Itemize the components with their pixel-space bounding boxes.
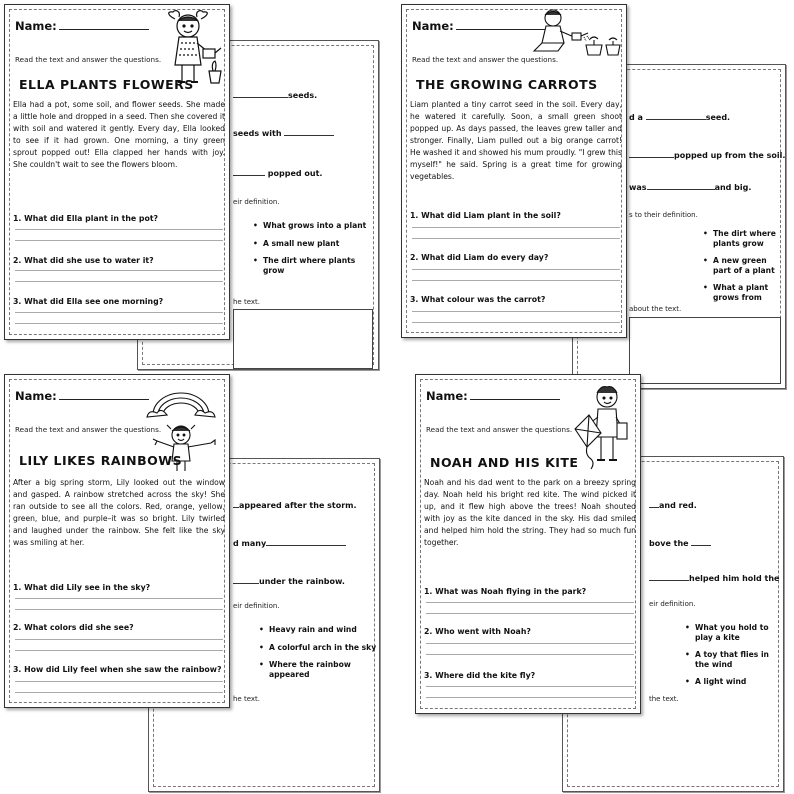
story-title: NOAH AND HIS KITE [430, 455, 579, 470]
boy-planting-icon [528, 7, 624, 59]
answer-line[interactable] [426, 643, 634, 644]
question-3: 3. What did Ella see one morning? [13, 297, 164, 306]
fill-blank-3: helped him hold the [649, 572, 779, 583]
instruction-text: Read the text and answer the questions. [15, 55, 162, 64]
definition-list [703, 229, 785, 310]
definition-item: • What grows into a plant [253, 221, 373, 231]
story-text: After a big spring storm, Lily looked out the window and gasped. A rainbow stretched across the sky! She ran outside to see all the colors. Red, orange, yellow, green, blue, and purple–it was so bright. Lily twirled and laughed under the rainbow. She felt like the sky was smiling at her. [13, 478, 225, 547]
definition-item: • A toy that flies in the wind [685, 650, 779, 669]
fill-blank-2: seeds with [233, 127, 334, 138]
definition-list [685, 623, 779, 695]
answer-line[interactable] [426, 613, 634, 614]
front-page-ella [4, 4, 230, 340]
question-1: 1. What did Liam plant in the soil? [410, 211, 561, 220]
answer-line[interactable] [412, 238, 620, 239]
answer-line[interactable] [412, 322, 620, 323]
instruction-text: Read the text and answer the questions. [426, 425, 573, 434]
worksheet-set-noah [397, 370, 794, 767]
fill-blank-3: under the rainbow. [233, 575, 345, 586]
answer-line[interactable] [426, 686, 634, 687]
story-text: Noah and his dad went to the park on a breezy spring day. Noah held his bright red kite. The wind picked it up, and it flew high above the trees! Noah shouted with joy as the kite danced in the sky. His dad smiled and helped him hold the string. They had so much fun together. [424, 478, 636, 547]
answer-line[interactable] [15, 598, 223, 599]
answer-line[interactable] [15, 639, 223, 640]
worksheet-set-ella [0, 0, 397, 397]
fill-blank-2: bove the [649, 537, 711, 548]
answer-line[interactable] [15, 240, 223, 241]
fill-blank-1: and red. [649, 499, 697, 510]
answer-line[interactable] [412, 269, 620, 270]
answer-line[interactable] [15, 692, 223, 693]
front-page-lily [4, 374, 230, 708]
write-instruction: about the text. [629, 305, 682, 313]
question-3: 3. What colour was the carrot? [410, 295, 546, 304]
question-2: 2. What did Liam do every day? [410, 253, 549, 262]
name-field[interactable]: Name: [412, 19, 546, 33]
question-1: 1. What was Noah flying in the park? [424, 587, 587, 596]
definition-item: • The dirt where plants grow [253, 256, 373, 275]
answer-line[interactable] [15, 323, 223, 324]
definition-item: • Heavy rain and wind [259, 625, 381, 635]
definition-item: • A small new plant [253, 239, 373, 249]
definition-item: • A light wind [685, 677, 779, 687]
write-instruction: he text. [233, 695, 261, 703]
fill-blank-1: appeared after the storm. [233, 499, 357, 510]
question-1: 1. What did Lily see in the sky? [13, 583, 151, 592]
story-text: Liam planted a tiny carrot seed in the soil. Every day, he watered it carefully. Soon, a small green shoot popped up. As days passed, the leaves grew taller and stronger. Finally, Liam pulled out a big orange carrot! He washed it and showed his mum proudly. "I grew this myself!" he said. Spring is a great time for growing vegetables. [410, 100, 622, 181]
definition-list [253, 221, 373, 283]
story-text: Ella had a pot, some soil, and flower seeds. She made a little hole and dropped in a seed. Then she covered it with soil and watered it gently. Every day, Ella looked to see if it had grown. One morning, a tiny green sprout popped out! Ella clapped her hands with joy. She couldn't wait to see the flowers bloom. [13, 100, 225, 169]
answer-line[interactable] [412, 227, 620, 228]
fill-blank-1: seeds. [233, 89, 317, 100]
fill-blank-2: d many [233, 537, 346, 548]
match-instruction: eir definition. [233, 198, 280, 206]
answer-line[interactable] [412, 280, 620, 281]
match-instruction: s to their definition. [629, 211, 698, 219]
instruction-text: Read the text and answer the questions. [15, 425, 162, 434]
definition-item: • Where the rainbow appeared [259, 660, 381, 679]
question-2: 2. What did she use to water it? [13, 256, 154, 265]
worksheet-set-lily [0, 370, 397, 767]
write-instruction: the text. [649, 695, 679, 703]
name-field[interactable]: Name: [15, 19, 149, 33]
question-2: 2. Who went with Noah? [424, 627, 531, 636]
question-3: 3. Where did the kite fly? [424, 671, 536, 680]
answer-line[interactable] [15, 229, 223, 230]
definition-list [259, 625, 381, 687]
name-field[interactable]: Name: [15, 389, 149, 403]
definition-item: • The dirt where plants grow [703, 229, 785, 248]
definition-item: • What a plant grows from [703, 283, 785, 302]
front-page-liam [401, 4, 627, 338]
story-title: ELLA PLANTS FLOWERS [19, 77, 194, 92]
answer-line[interactable] [426, 602, 634, 603]
match-instruction: eir definition. [233, 602, 280, 610]
answer-line[interactable] [15, 609, 223, 610]
instruction-text: Read the text and answer the questions. [412, 55, 559, 64]
worksheet-set-liam [397, 0, 794, 397]
story-title: LILY LIKES RAINBOWS [19, 453, 183, 468]
answer-line[interactable] [426, 654, 634, 655]
name-field[interactable]: Name: [426, 389, 560, 403]
answer-line[interactable] [15, 312, 223, 313]
boy-kite-icon [571, 383, 641, 475]
definition-item: • What you hold to play a kite [685, 623, 779, 642]
front-page-noah [415, 374, 641, 714]
write-instruction: he text. [233, 298, 261, 306]
fill-blank-2: popped up from the soil. [629, 149, 785, 160]
answer-line[interactable] [15, 681, 223, 682]
question-1: 1. What did Ella plant in the pot? [13, 214, 159, 223]
definition-item: • A colorful arch in the sky [259, 643, 381, 653]
fill-blank-3: popped out. [233, 167, 322, 178]
definition-item: • A new green part of a plant [703, 256, 785, 275]
question-3: 3. How did Lily feel when she saw the rainbow? [13, 665, 222, 674]
fill-blank-1: d a seed. [629, 113, 731, 122]
answer-line[interactable] [412, 311, 620, 312]
match-instruction: eir definition. [649, 600, 696, 608]
answer-line[interactable] [426, 697, 634, 698]
answer-line[interactable] [15, 270, 223, 271]
answer-line[interactable] [15, 650, 223, 651]
answer-line[interactable] [15, 281, 223, 282]
question-2: 2. What colors did she see? [13, 623, 134, 632]
fill-blank-3: was and big. [629, 183, 752, 192]
writing-box[interactable] [233, 309, 373, 369]
story-title: THE GROWING CARROTS [416, 77, 598, 92]
